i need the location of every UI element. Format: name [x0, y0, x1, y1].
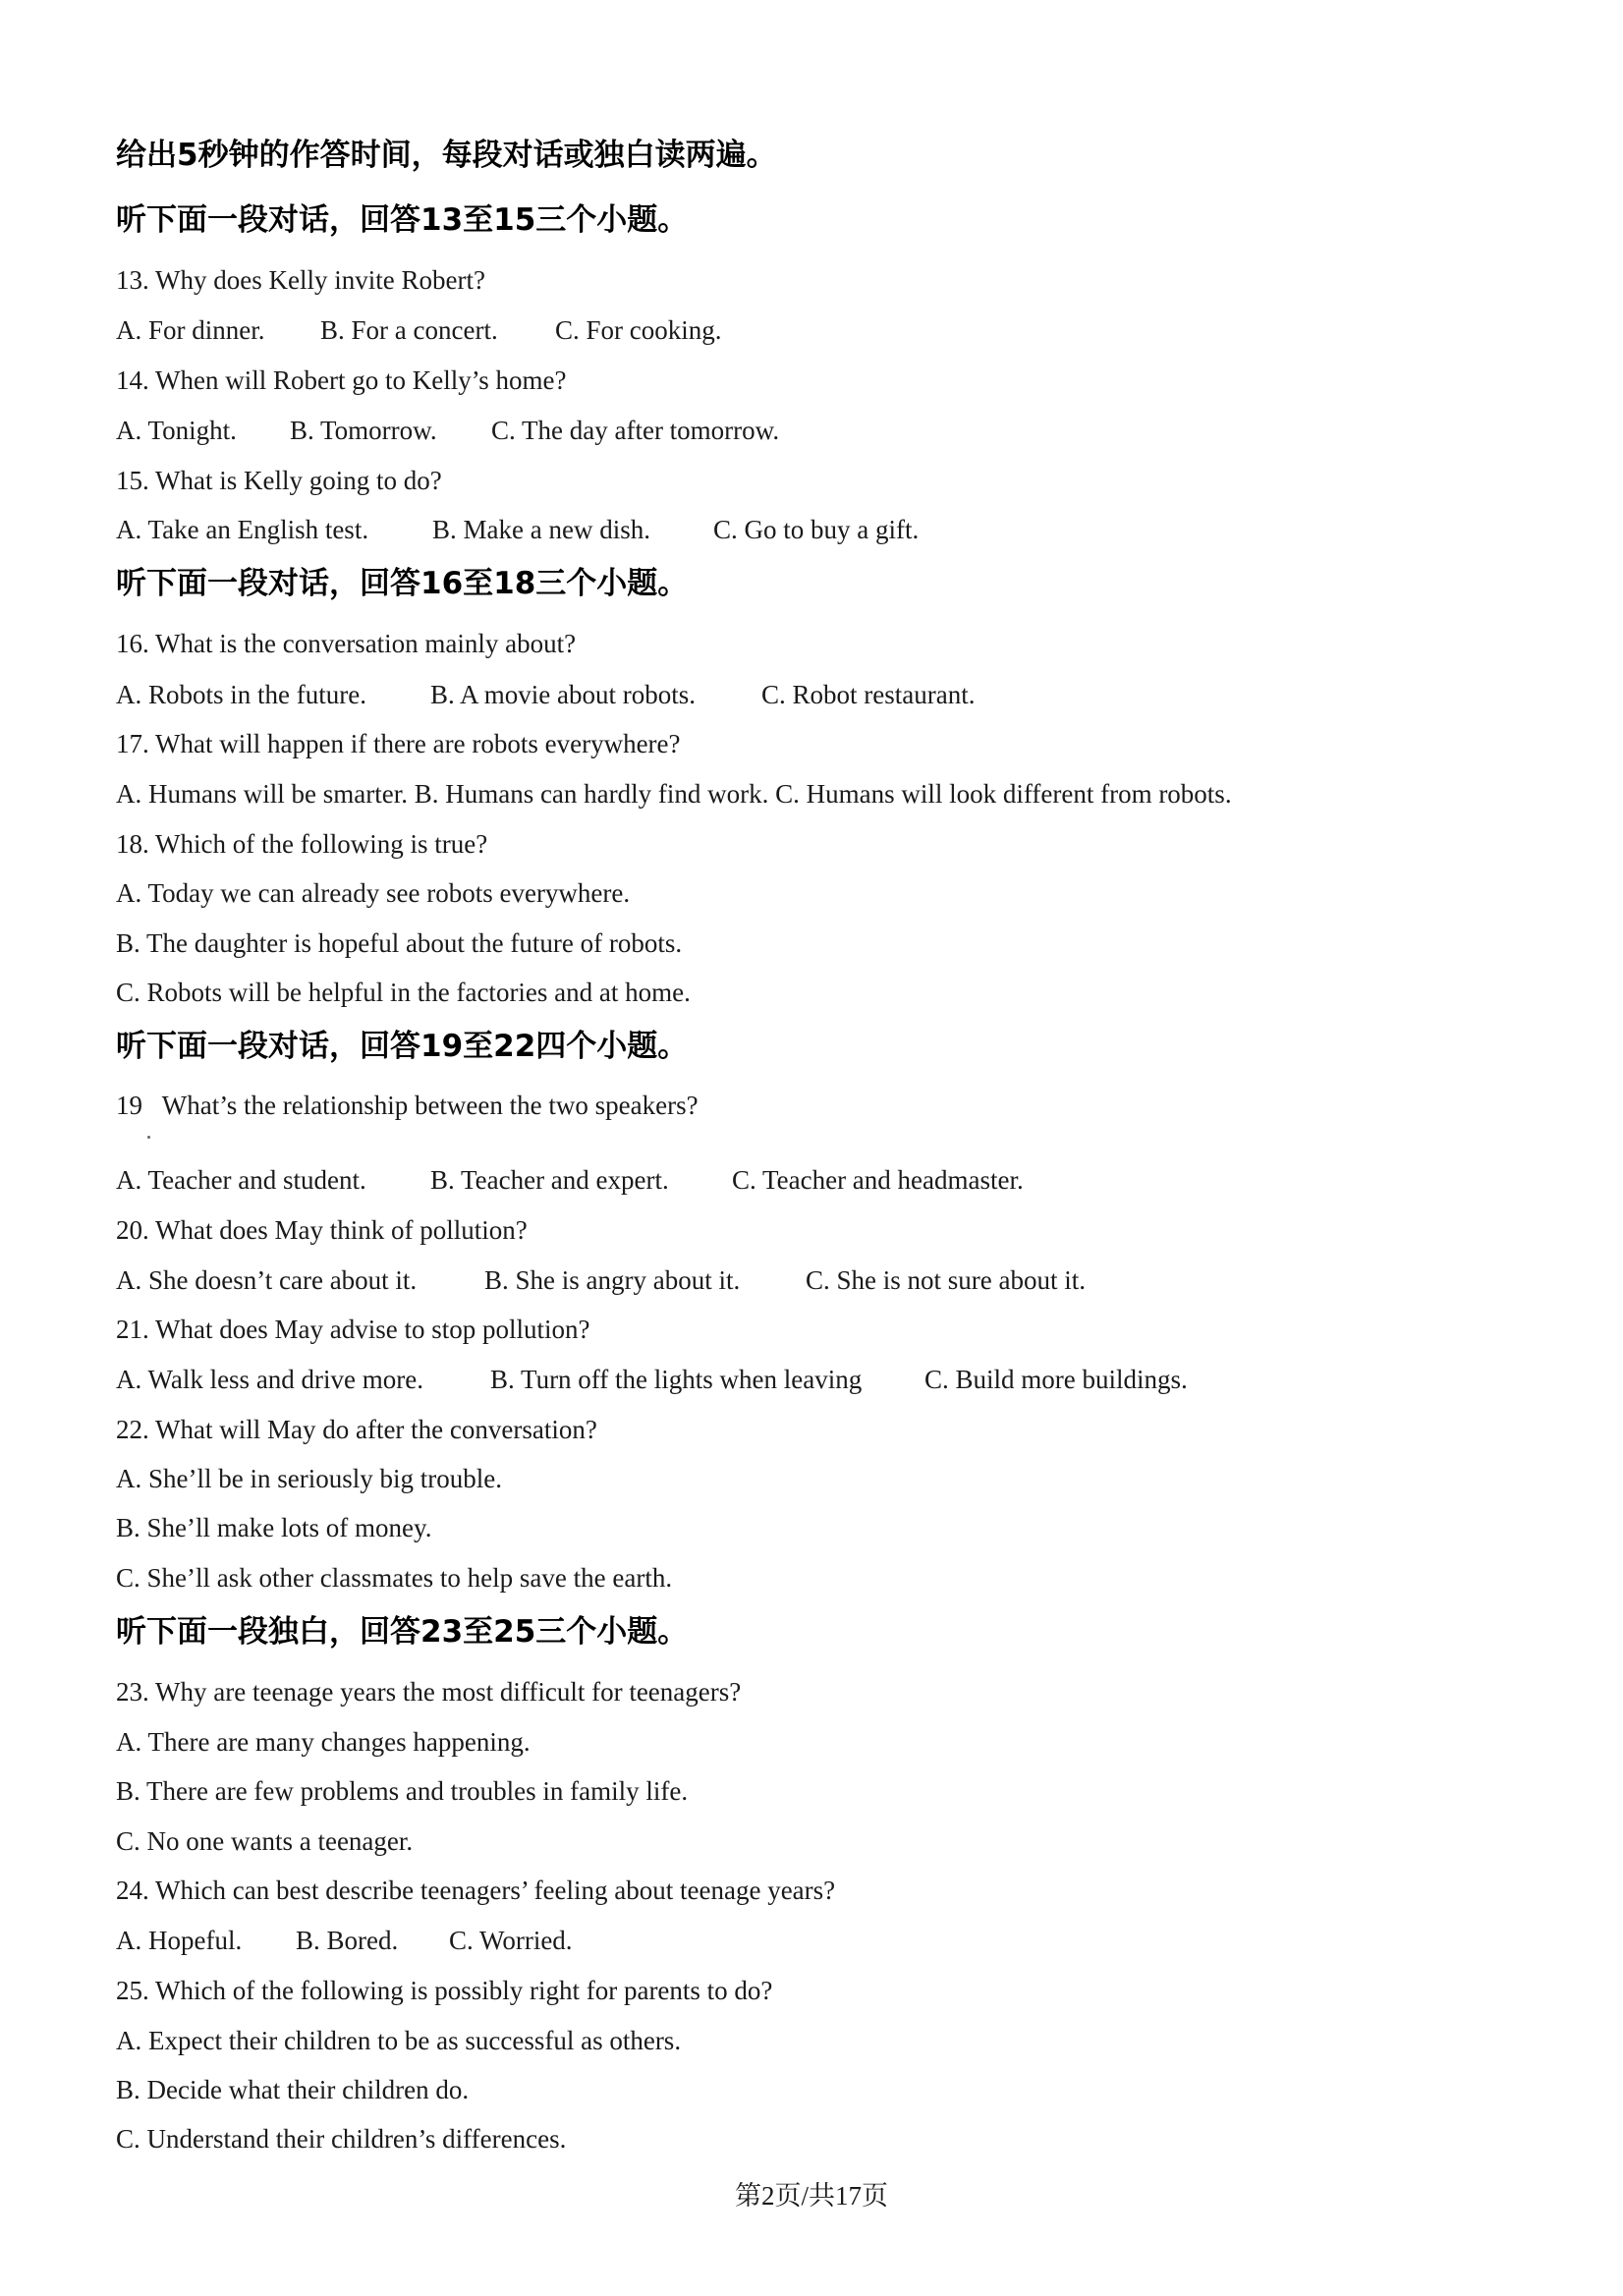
- question-23: 23. Why are teenage years the most difficult for teenagers?: [116, 1677, 742, 1707]
- section-heading-19-22: 听下面一段对话，回答19至22四个小题。: [116, 1029, 689, 1064]
- option-21-a: A. Walk less and drive more.: [116, 1365, 424, 1394]
- option-19-b: B. Teacher and expert.: [430, 1165, 669, 1195]
- option-13-b: B. For a concert.: [320, 315, 498, 345]
- question-20: 20. What does May think of pollution?: [116, 1215, 528, 1245]
- section-heading-16-18: 听下面一段对话，回答16至18三个小题。: [116, 566, 689, 601]
- question-19: 19 What’s the relationship between the two speakers?: [116, 1091, 699, 1120]
- question-24-options: [116, 1924, 1491, 1957]
- option-19-a: A. Teacher and student.: [116, 1165, 366, 1195]
- option-14-b: B. Tomorrow.: [290, 416, 437, 445]
- option-21-c: C. Build more buildings.: [924, 1365, 1188, 1394]
- option-23-b: B. There are few problems and troubles in family life.: [116, 1776, 689, 1806]
- option-20-a: A. She doesn’t care about it.: [116, 1265, 418, 1295]
- option-15-b: B. Make a new dish.: [432, 515, 650, 544]
- option-22-a: A. She’ll be in seriously big trouble.: [116, 1464, 502, 1493]
- option-20-b: B. She is angry about it.: [484, 1265, 741, 1295]
- page-number-footer: 第2页/共17页: [734, 2181, 888, 2211]
- question-15-options: [116, 513, 1491, 546]
- option-16-a: A. Robots in the future.: [116, 680, 366, 709]
- instruction-text: 给出5秒钟的作答时间，每段对话或独白读两遍。: [116, 138, 777, 173]
- section-heading-13-15: 听下面一段对话，回答13至15三个小题。: [116, 202, 689, 238]
- option-22-c: C. She’ll ask other classmates to help save the earth.: [116, 1563, 673, 1593]
- option-13-a: A. For dinner.: [116, 315, 265, 345]
- option-15-c: C. Go to buy a gift.: [713, 515, 920, 544]
- question-24: 24. Which can best describe teenagers’ feeling about teenage years?: [116, 1876, 836, 1905]
- option-18-a: A. Today we can already see robots everywhere.: [116, 878, 631, 908]
- option-16-b: B. A movie about robots.: [430, 680, 696, 709]
- option-23-a: A. There are many changes happening.: [116, 1727, 531, 1757]
- option-13-c: C. For cooking.: [555, 315, 722, 345]
- question-18: 18. Which of the following is true?: [116, 829, 488, 859]
- question-17-options: A. Humans will be smarter. B. Humans can hardly find work. C. Humans will look different from robots.: [116, 779, 1232, 809]
- question-13: 13. Why does Kelly invite Robert?: [116, 265, 485, 295]
- option-14-a: A. Tonight.: [116, 416, 237, 445]
- question-21: 21. What does May advise to stop pollution?: [116, 1315, 590, 1344]
- option-14-c: C. The day after tomorrow.: [491, 416, 780, 445]
- question-25: 25. Which of the following is possibly right for parents to do?: [116, 1976, 773, 2005]
- option-18-c: C. Robots will be helpful in the factories and at home.: [116, 978, 691, 1007]
- stray-mark: [147, 1136, 150, 1139]
- option-24-c: C. Worried.: [449, 1926, 573, 1955]
- option-19-c: C. Teacher and headmaster.: [732, 1165, 1024, 1195]
- question-22: 22. What will May do after the conversation?: [116, 1415, 597, 1444]
- question-15: 15. What is Kelly going to do?: [116, 466, 442, 495]
- option-24-b: B. Bored.: [296, 1926, 399, 1955]
- question-16-options: [116, 678, 1491, 711]
- question-14-options: [116, 414, 1491, 447]
- option-25-a: A. Expect their children to be as successful as others.: [116, 2026, 682, 2055]
- question-14: 14. When will Robert go to Kelly’s home?: [116, 365, 567, 395]
- question-19-options: [116, 1163, 1491, 1197]
- question-13-options: [116, 313, 1491, 347]
- option-25-b: B. Decide what their children do.: [116, 2075, 470, 2104]
- option-23-c: C. No one wants a teenager.: [116, 1826, 414, 1856]
- option-15-a: A. Take an English test.: [116, 515, 369, 544]
- option-25-c: C. Understand their children’s differences.: [116, 2124, 567, 2154]
- question-20-options: [116, 1263, 1491, 1297]
- option-16-c: C. Robot restaurant.: [761, 680, 976, 709]
- option-21-b: B. Turn off the lights when leaving: [490, 1365, 863, 1394]
- option-24-a: A. Hopeful.: [116, 1926, 243, 1955]
- option-18-b: B. The daughter is hopeful about the future of robots.: [116, 928, 683, 958]
- question-21-options: [116, 1363, 1491, 1396]
- option-22-b: B. She’ll make lots of money.: [116, 1513, 432, 1542]
- question-16: 16. What is the conversation mainly about?: [116, 629, 577, 658]
- option-20-c: C. She is not sure about it.: [806, 1265, 1086, 1295]
- question-17: 17. What will happen if there are robots everywhere?: [116, 729, 681, 758]
- section-heading-23-25: 听下面一段独白，回答23至25三个小题。: [116, 1614, 689, 1650]
